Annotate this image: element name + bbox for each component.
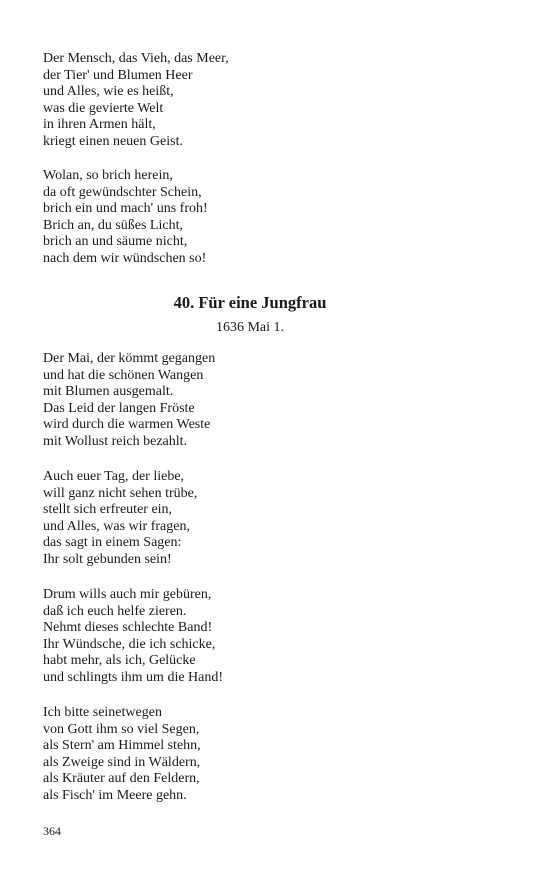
verse-line: will ganz nicht sehen trübe, <box>43 485 198 501</box>
verse-line: von Gott ihm so viel Segen, <box>43 721 200 737</box>
verse-line: als Stern' am Himmel stehn, <box>43 738 201 754</box>
verse-line: mit Blumen ausgemalt. <box>43 384 174 400</box>
verse-line: das sagt in einem Sagen: <box>43 535 182 551</box>
page-number: 364 <box>43 824 61 838</box>
poem-stanza-2 <box>43 469 483 569</box>
poem-date: 1636 Mai 1. <box>215 320 285 335</box>
verse-line: wird durch die warmen Weste <box>43 417 211 433</box>
verse-line: brich ein und mach' uns froh! <box>43 201 208 217</box>
verse-line: und Alles, was wir fragen, <box>43 518 190 534</box>
verse-line: Das Leid der langen Fröste <box>43 400 195 416</box>
verse-line: Der Mensch, das Vieh, das Meer, <box>43 51 229 66</box>
verse-line: Ich bitte seinetwegen <box>43 705 162 720</box>
previous-poem-stanza-2 <box>43 168 483 268</box>
verse-line: habt mehr, als ich, Gelücke <box>43 653 196 669</box>
verse-line: als Fisch' im Meere gehn. <box>43 787 187 803</box>
verse-line: was die gevierte Welt <box>43 100 164 116</box>
verse-line: nach dem wir wündschen so! <box>43 250 207 266</box>
verse-line: Ihr Wündsche, die ich schicke, <box>43 636 216 652</box>
poem-title: 40. Für eine Jungfrau <box>173 293 327 312</box>
verse-line: Der Mai, der kömmt gegangen <box>43 351 216 366</box>
verse-line: Nehmt dieses schlechte Band! <box>43 620 213 636</box>
poem-stanza-4 <box>43 705 483 805</box>
previous-poem-stanza-1 <box>43 51 483 151</box>
verse-line: da oft gewündschter Schein, <box>43 184 202 200</box>
verse-line: Wolan, so brich herein, <box>43 168 173 183</box>
verse-line: Ihr solt gebunden sein! <box>43 551 172 567</box>
verse-line: kriegt einen neuen Geist. <box>43 133 183 149</box>
verse-line: und schlingts ihm um die Hand! <box>43 669 224 685</box>
verse-line: als Kräuter auf den Feldern, <box>43 771 200 787</box>
verse-line: brich an und säume nicht, <box>43 234 188 250</box>
verse-line: daß ich euch helfe zieren. <box>43 603 187 619</box>
verse-line: Brich an, du süßes Licht, <box>43 217 183 233</box>
poem-stanza-1 <box>43 351 483 451</box>
verse-line: Auch euer Tag, der liebe, <box>43 469 185 484</box>
verse-line: und Alles, wie es heißt, <box>43 84 174 100</box>
verse-line: mit Wollust reich bezahlt. <box>43 433 188 449</box>
verse-line: als Zweige sind in Wäldern, <box>43 754 201 770</box>
verse-line: stellt sich erfreuter ein, <box>43 502 173 518</box>
verse-line: und hat die schönen Wangen <box>43 367 204 383</box>
verse-line: Drum wills auch mir gebüren, <box>43 587 212 602</box>
verse-line: der Tier' und Blumen Heer <box>43 67 193 83</box>
poem-stanza-3 <box>43 587 483 687</box>
verse-line: in ihren Armen hält, <box>43 117 156 133</box>
